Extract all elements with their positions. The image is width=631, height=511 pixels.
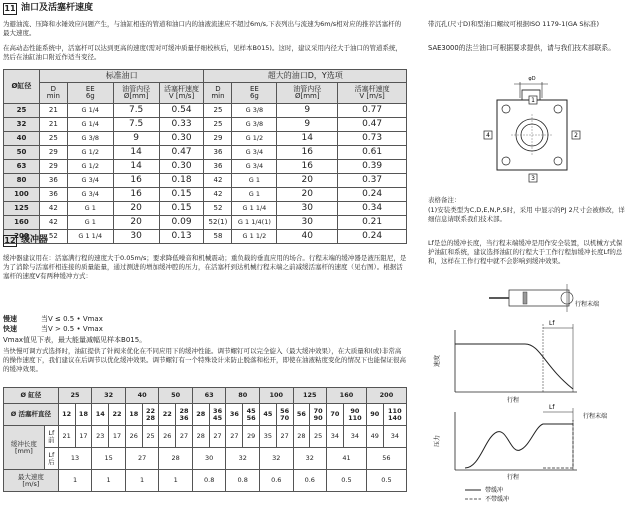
- cushion-rear-cell: 30: [192, 448, 226, 470]
- table-cell: G 3/8: [232, 104, 277, 118]
- cushion-front-cell: 35: [259, 426, 276, 448]
- rod-cell: 56 70: [276, 404, 293, 426]
- rod-cell: 90 110: [343, 404, 366, 426]
- svg-text:φD: φD: [528, 76, 536, 82]
- rod-cell: 110 140: [383, 404, 406, 426]
- section-12-header: [3, 235, 48, 247]
- table-cell: 42: [204, 188, 232, 202]
- lf-label: Lf: [549, 320, 555, 327]
- table-cell: 14: [277, 132, 338, 146]
- max-speed-cell: 1: [92, 470, 126, 492]
- table-cell: 29: [39, 146, 67, 160]
- section-12-paragraph-3: 当快慢可调方式选择时，油缸提供了针阀来优化在不同应用下的缓冲性能。调节螺钉可以完全旋入（最大缓冲效果），在大质量和(或)非常高的操作速度下，我们建议在后调节以优化缓冲效果。调节螺钉有一个特殊设计来防止脱落和松开，即使在油液粘度变化的情况下也能保证很高的缓冲效果。: [3, 347, 406, 373]
- table-cell: 7.5: [113, 118, 159, 132]
- cushion-rear-cell: 56: [366, 448, 406, 470]
- table-cell: 25: [204, 118, 232, 132]
- table-row: [4, 146, 407, 160]
- max-speed-cell: 1: [159, 470, 193, 492]
- bore-header: Ø缸径: [4, 70, 40, 104]
- cushion-front-cell: 26: [125, 426, 142, 448]
- lf-front-label: Lf 前: [44, 426, 58, 448]
- cushion-rear-cell: 32: [293, 448, 327, 470]
- max-speed-cell: 0.6: [293, 470, 327, 492]
- cushion-front-cell: 29: [243, 426, 260, 448]
- cushion-rear-cell: 13: [58, 448, 92, 470]
- rod-cell: 28: [192, 404, 209, 426]
- rod-cell: 36: [226, 404, 243, 426]
- bore-cell: 125: [293, 388, 327, 404]
- column-header: D min: [204, 83, 232, 104]
- table-cell: 25: [204, 104, 232, 118]
- table-cell: 40: [277, 230, 338, 244]
- cushion-front-cell: 34: [383, 426, 406, 448]
- table-cell: G 1 1/4: [67, 230, 113, 244]
- force-axis-label: 压力: [434, 434, 441, 447]
- section-11-paragraph-1: 为避油流、压降和水锤效应问题产生，与油缸相连的管道和油口内的油液流速应不超过6m/s,下表列出与流速为6m/s相对应的推荐活塞杆的最大速度。: [3, 20, 402, 37]
- cushion-modes: [3, 314, 203, 334]
- bore-header: Ø 缸径: [4, 388, 59, 404]
- column-header: 活塞杆速度 V [m/s]: [338, 83, 407, 104]
- cushion-rear-cell: 41: [327, 448, 367, 470]
- table-cell: 16: [277, 160, 338, 174]
- cushion-table: [3, 387, 407, 492]
- rod-cell: 56: [293, 404, 310, 426]
- table-cell: 0.24: [338, 188, 407, 202]
- rod-cell: 70: [327, 404, 344, 426]
- table-cell: 0.33: [159, 118, 204, 132]
- table-cell: 36: [39, 174, 67, 188]
- max-speed-header: 最大速度 [m/s]: [4, 470, 59, 492]
- bore-cell: 32: [92, 388, 126, 404]
- rod-cell: 14: [92, 404, 109, 426]
- table-cell: 58: [204, 230, 232, 244]
- table-cell: 14: [113, 146, 159, 160]
- cushion-front-cell: 27: [276, 426, 293, 448]
- fast-label: 快速: [3, 325, 17, 333]
- table-cell: G 3/8: [232, 118, 277, 132]
- bore-cell: 63: [192, 388, 226, 404]
- table-cell: 25: [4, 104, 40, 118]
- cushion-front-cell: 34: [343, 426, 366, 448]
- rod-cell: 28 36: [176, 404, 193, 426]
- lf-label: Lf: [549, 404, 555, 411]
- section-number: 12: [4, 236, 16, 245]
- table-cell: G 1/4: [67, 104, 113, 118]
- table-cell: 20: [113, 216, 159, 230]
- bore-cell: 25: [58, 388, 92, 404]
- table-cell: 80: [4, 174, 40, 188]
- table-cell: 0.30: [159, 160, 204, 174]
- table-row: [4, 202, 407, 216]
- table-cell: 30: [277, 202, 338, 216]
- table-row: [4, 132, 407, 146]
- cushion-front-cell: 27: [209, 426, 226, 448]
- table-row: [4, 470, 407, 492]
- table-cell: G 1/4: [67, 118, 113, 132]
- table-cell: G 3/8: [67, 132, 113, 146]
- rod-cell: 22: [109, 404, 126, 426]
- section-12-paragraph-1: 缓冲器建议用在：活塞满行程的速度大于0.05m/s；要求降低噪音和机械震动；重负载的垂直应用的场合。行程末端的缓冲器是液压阻尼，是为了消除与活塞杆相连接的质量能量，通过测进的增加缓冲腔的压力，在活塞杆到达机械行程末端之前减缓活塞杆的速度（见右图）。根据活塞杆的速度V有两种缓冲方式：: [3, 254, 407, 280]
- max-speed-cell: 0.5: [366, 470, 406, 492]
- table-cell: 63: [4, 160, 40, 174]
- table-cell: 21: [39, 104, 67, 118]
- fast-value: 当V > 0.5 • Vmax: [41, 325, 103, 333]
- cushion-rear-cell: 32: [259, 448, 293, 470]
- diagram-label: 4: [486, 132, 490, 139]
- cushion-front-cell: 23: [92, 426, 109, 448]
- table-cell: 42: [204, 174, 232, 188]
- table-cell: 52: [39, 230, 67, 244]
- table-cell: 0.30: [159, 132, 204, 146]
- section-number: 11: [4, 4, 16, 13]
- table-cell: 16: [113, 188, 159, 202]
- cushion-length-note: Lf是总的缓冲长度，当行程末端缓冲是用作安全装置，以机械方式保护油缸和系统，建议选择油缸的行程大于工作行程加缓冲长度Lf的总和，这样在工作行程中就不会影响到缓冲效果。: [428, 239, 623, 265]
- table-cell: 0.39: [338, 160, 407, 174]
- flange-port-note: SAE3000的法兰油口可根据要求提供，请与我们技术部联系。: [428, 44, 616, 52]
- bore-cell: 100: [259, 388, 293, 404]
- cushion-front-cell: 28: [293, 426, 310, 448]
- table-row: [4, 404, 407, 426]
- slow-label: 慢速: [3, 315, 17, 323]
- rod-cell: 45: [259, 404, 276, 426]
- cushion-rear-cell: 28: [159, 448, 193, 470]
- rod-cell: 18: [75, 404, 92, 426]
- table-row: [4, 174, 407, 188]
- rod-cell: 12: [58, 404, 75, 426]
- table-cell: 0.54: [159, 104, 204, 118]
- table-cell: 160: [4, 216, 40, 230]
- bore-cell: 200: [366, 388, 406, 404]
- bore-cell: 80: [226, 388, 260, 404]
- cushion-front-cell: 28: [192, 426, 209, 448]
- rod-cell: 70 90: [310, 404, 327, 426]
- table-row: [4, 388, 407, 404]
- table-cell: 7.5: [113, 104, 159, 118]
- port-standard-note: 带沉孔(尺寸D)和型油口螺纹可根据ISO 1179-1(GA S标准): [428, 20, 600, 28]
- table-cell: 30: [113, 230, 159, 244]
- section-11-paragraph-2: 在高动态性能系统中，活塞杆可以达到更高的速度(需对可缓冲质量仔细校核后，见样本B015)。这时，建议采用内径大于油口的管道系统，然后在油缸油口附近作适当变径。: [3, 44, 402, 61]
- max-speed-cell: 1: [125, 470, 159, 492]
- column-header: EE 6g: [232, 83, 277, 104]
- port-speed-table: [3, 69, 407, 244]
- table-cell: 0.47: [159, 146, 204, 160]
- table-cell: 0.73: [338, 132, 407, 146]
- table-cell: G 3/4: [232, 160, 277, 174]
- cushion-front-cell: 21: [58, 426, 75, 448]
- column-header: 活塞杆速度 V [m/s]: [159, 83, 204, 104]
- table-legend-title: 表格备注：: [428, 196, 461, 204]
- rod-cell: 18: [125, 404, 142, 426]
- table-cell: 125: [4, 202, 40, 216]
- cushion-front-cell: 17: [75, 426, 92, 448]
- max-speed-cell: 0.8: [226, 470, 260, 492]
- table-cell: 0.09: [159, 216, 204, 230]
- stroke-end-label: 行程末端: [583, 413, 608, 420]
- table-cell: G 1/2: [232, 132, 277, 146]
- table-cell: 0.37: [338, 174, 407, 188]
- table-cell: 21: [39, 118, 67, 132]
- rod-cell: 90: [366, 404, 383, 426]
- table-cell: 0.15: [159, 202, 204, 216]
- table-row: [4, 426, 407, 448]
- diagram-label: 3: [531, 175, 535, 182]
- table-cell: 16: [277, 146, 338, 160]
- table-cell: 0.13: [159, 230, 204, 244]
- max-speed-cell: 1: [58, 470, 92, 492]
- table-cell: 25: [39, 132, 67, 146]
- table-cell: 40: [4, 132, 40, 146]
- table-cell: 29: [39, 160, 67, 174]
- table-cell: G 1/2: [67, 146, 113, 160]
- cushion-front-cell: 25: [142, 426, 159, 448]
- cushion-rear-cell: 15: [92, 448, 126, 470]
- table-cell: 0.21: [338, 216, 407, 230]
- column-header: 油管内径 Ø[mm]: [277, 83, 338, 104]
- table-cell: G 1 1/4(1): [232, 216, 277, 230]
- table-cell: 30: [277, 216, 338, 230]
- cushion-curves-diagram: [425, 282, 630, 508]
- table-cell: G 3/4: [232, 146, 277, 160]
- max-speed-cell: 0.5: [327, 470, 367, 492]
- table-cell: 50: [4, 146, 40, 160]
- table-cell: 0.15: [159, 188, 204, 202]
- table-cell: 0.77: [338, 104, 407, 118]
- cushion-front-cell: 34: [327, 426, 344, 448]
- table-cell: 20: [113, 202, 159, 216]
- oversize-port-header: 超大的油口D，Y选项: [204, 70, 407, 83]
- table-row: [4, 448, 407, 470]
- table-cell: 9: [113, 132, 159, 146]
- cushion-front-cell: 26: [159, 426, 176, 448]
- table-cell: G 1 1/4: [232, 202, 277, 216]
- legend-without-cushion: 不带缓冲: [485, 496, 510, 503]
- table-legend-body: (1)安装类型为C,D,E,N,P,S时，采用 中显示的PJ 2尺寸会被修改，详细信息请联系我们技术部。: [428, 206, 625, 223]
- standard-port-header: 标准油口: [39, 70, 204, 83]
- table-cell: 9: [277, 104, 338, 118]
- legend-with-cushion: 带缓冲: [485, 487, 504, 494]
- table-cell: G 1: [67, 202, 113, 216]
- rod-cell: 22 28: [142, 404, 159, 426]
- column-header: EE 6g: [67, 83, 113, 104]
- cushion-front-cell: 17: [109, 426, 126, 448]
- table-cell: 0.24: [338, 230, 407, 244]
- table-cell: 20: [277, 174, 338, 188]
- cushion-front-cell: 25: [310, 426, 327, 448]
- bore-cell: 160: [327, 388, 367, 404]
- table-cell: 42: [39, 216, 67, 230]
- table-cell: 0.47: [338, 118, 407, 132]
- rod-cell: 22: [159, 404, 176, 426]
- table-row: [4, 230, 407, 244]
- rod-cell: 45 56: [243, 404, 260, 426]
- diagram-label: 1: [531, 97, 535, 104]
- bore-cell: 40: [125, 388, 159, 404]
- table-cell: G 1: [67, 216, 113, 230]
- section-title: 缓冲器: [21, 235, 49, 246]
- table-cell: G 1 1/2: [232, 230, 277, 244]
- max-speed-cell: 0.8: [192, 470, 226, 492]
- cushion-rear-cell: 27: [125, 448, 159, 470]
- cushion-front-cell: 27: [226, 426, 243, 448]
- cushion-front-cell: 49: [366, 426, 383, 448]
- table-cell: 200: [4, 230, 40, 244]
- table-cell: 9: [277, 118, 338, 132]
- column-header: D min: [39, 83, 67, 104]
- stroke-end-label: 行程末端: [575, 301, 600, 308]
- table-cell: 36: [39, 188, 67, 202]
- table-row: [4, 188, 407, 202]
- table-row: [4, 104, 407, 118]
- lf-rear-label: Lf 后: [44, 448, 58, 470]
- table-cell: 42: [39, 202, 67, 216]
- table-cell: G 1: [232, 188, 277, 202]
- table-row: [4, 216, 407, 230]
- table-cell: G 3/4: [67, 174, 113, 188]
- table-row: [4, 160, 407, 174]
- cushion-length-header: 缓冲长度 [mm]: [4, 426, 45, 470]
- cushion-front-cell: 27: [176, 426, 193, 448]
- table-cell: G 1: [232, 174, 277, 188]
- table-cell: 29: [204, 132, 232, 146]
- table-cell: 14: [113, 160, 159, 174]
- table-cell: 52(1): [204, 216, 232, 230]
- diagram-label: 2: [574, 132, 578, 139]
- table-cell: 0.61: [338, 146, 407, 160]
- section-title: 油口及活塞杆速度: [21, 3, 94, 14]
- stroke-axis-label: 行程: [507, 474, 520, 481]
- section-11-header: [3, 3, 93, 15]
- speed-axis-label: 速度: [434, 354, 441, 367]
- table-cell: G 3/4: [67, 188, 113, 202]
- rod-header: Ø 活塞杆直径: [4, 404, 59, 426]
- bore-cell: 50: [159, 388, 193, 404]
- table-cell: 36: [204, 146, 232, 160]
- table-cell: 36: [204, 160, 232, 174]
- table-cell: 0.18: [159, 174, 204, 188]
- column-header: 油管内径 Ø[mm]: [113, 83, 159, 104]
- table-cell: 100: [4, 188, 40, 202]
- table-cell: 16: [113, 174, 159, 188]
- table-cell: G 1/2: [67, 160, 113, 174]
- max-speed-cell: 0.6: [259, 470, 293, 492]
- table-cell: 0.34: [338, 202, 407, 216]
- slow-value: 当V ≤ 0.5 • Vmax: [41, 315, 103, 323]
- stroke-axis-label: 行程: [507, 397, 520, 404]
- rod-cell: 36 45: [209, 404, 226, 426]
- table-cell: 52: [204, 202, 232, 216]
- table-cell: 20: [277, 188, 338, 202]
- table-row: [4, 118, 407, 132]
- cylinder-head-diagram: [470, 68, 600, 188]
- table-cell: 32: [4, 118, 40, 132]
- section-12-paragraph-2: Vmax值见下表，最大能量减幅见样本B015。: [3, 336, 147, 344]
- cushion-rear-cell: 32: [226, 448, 260, 470]
